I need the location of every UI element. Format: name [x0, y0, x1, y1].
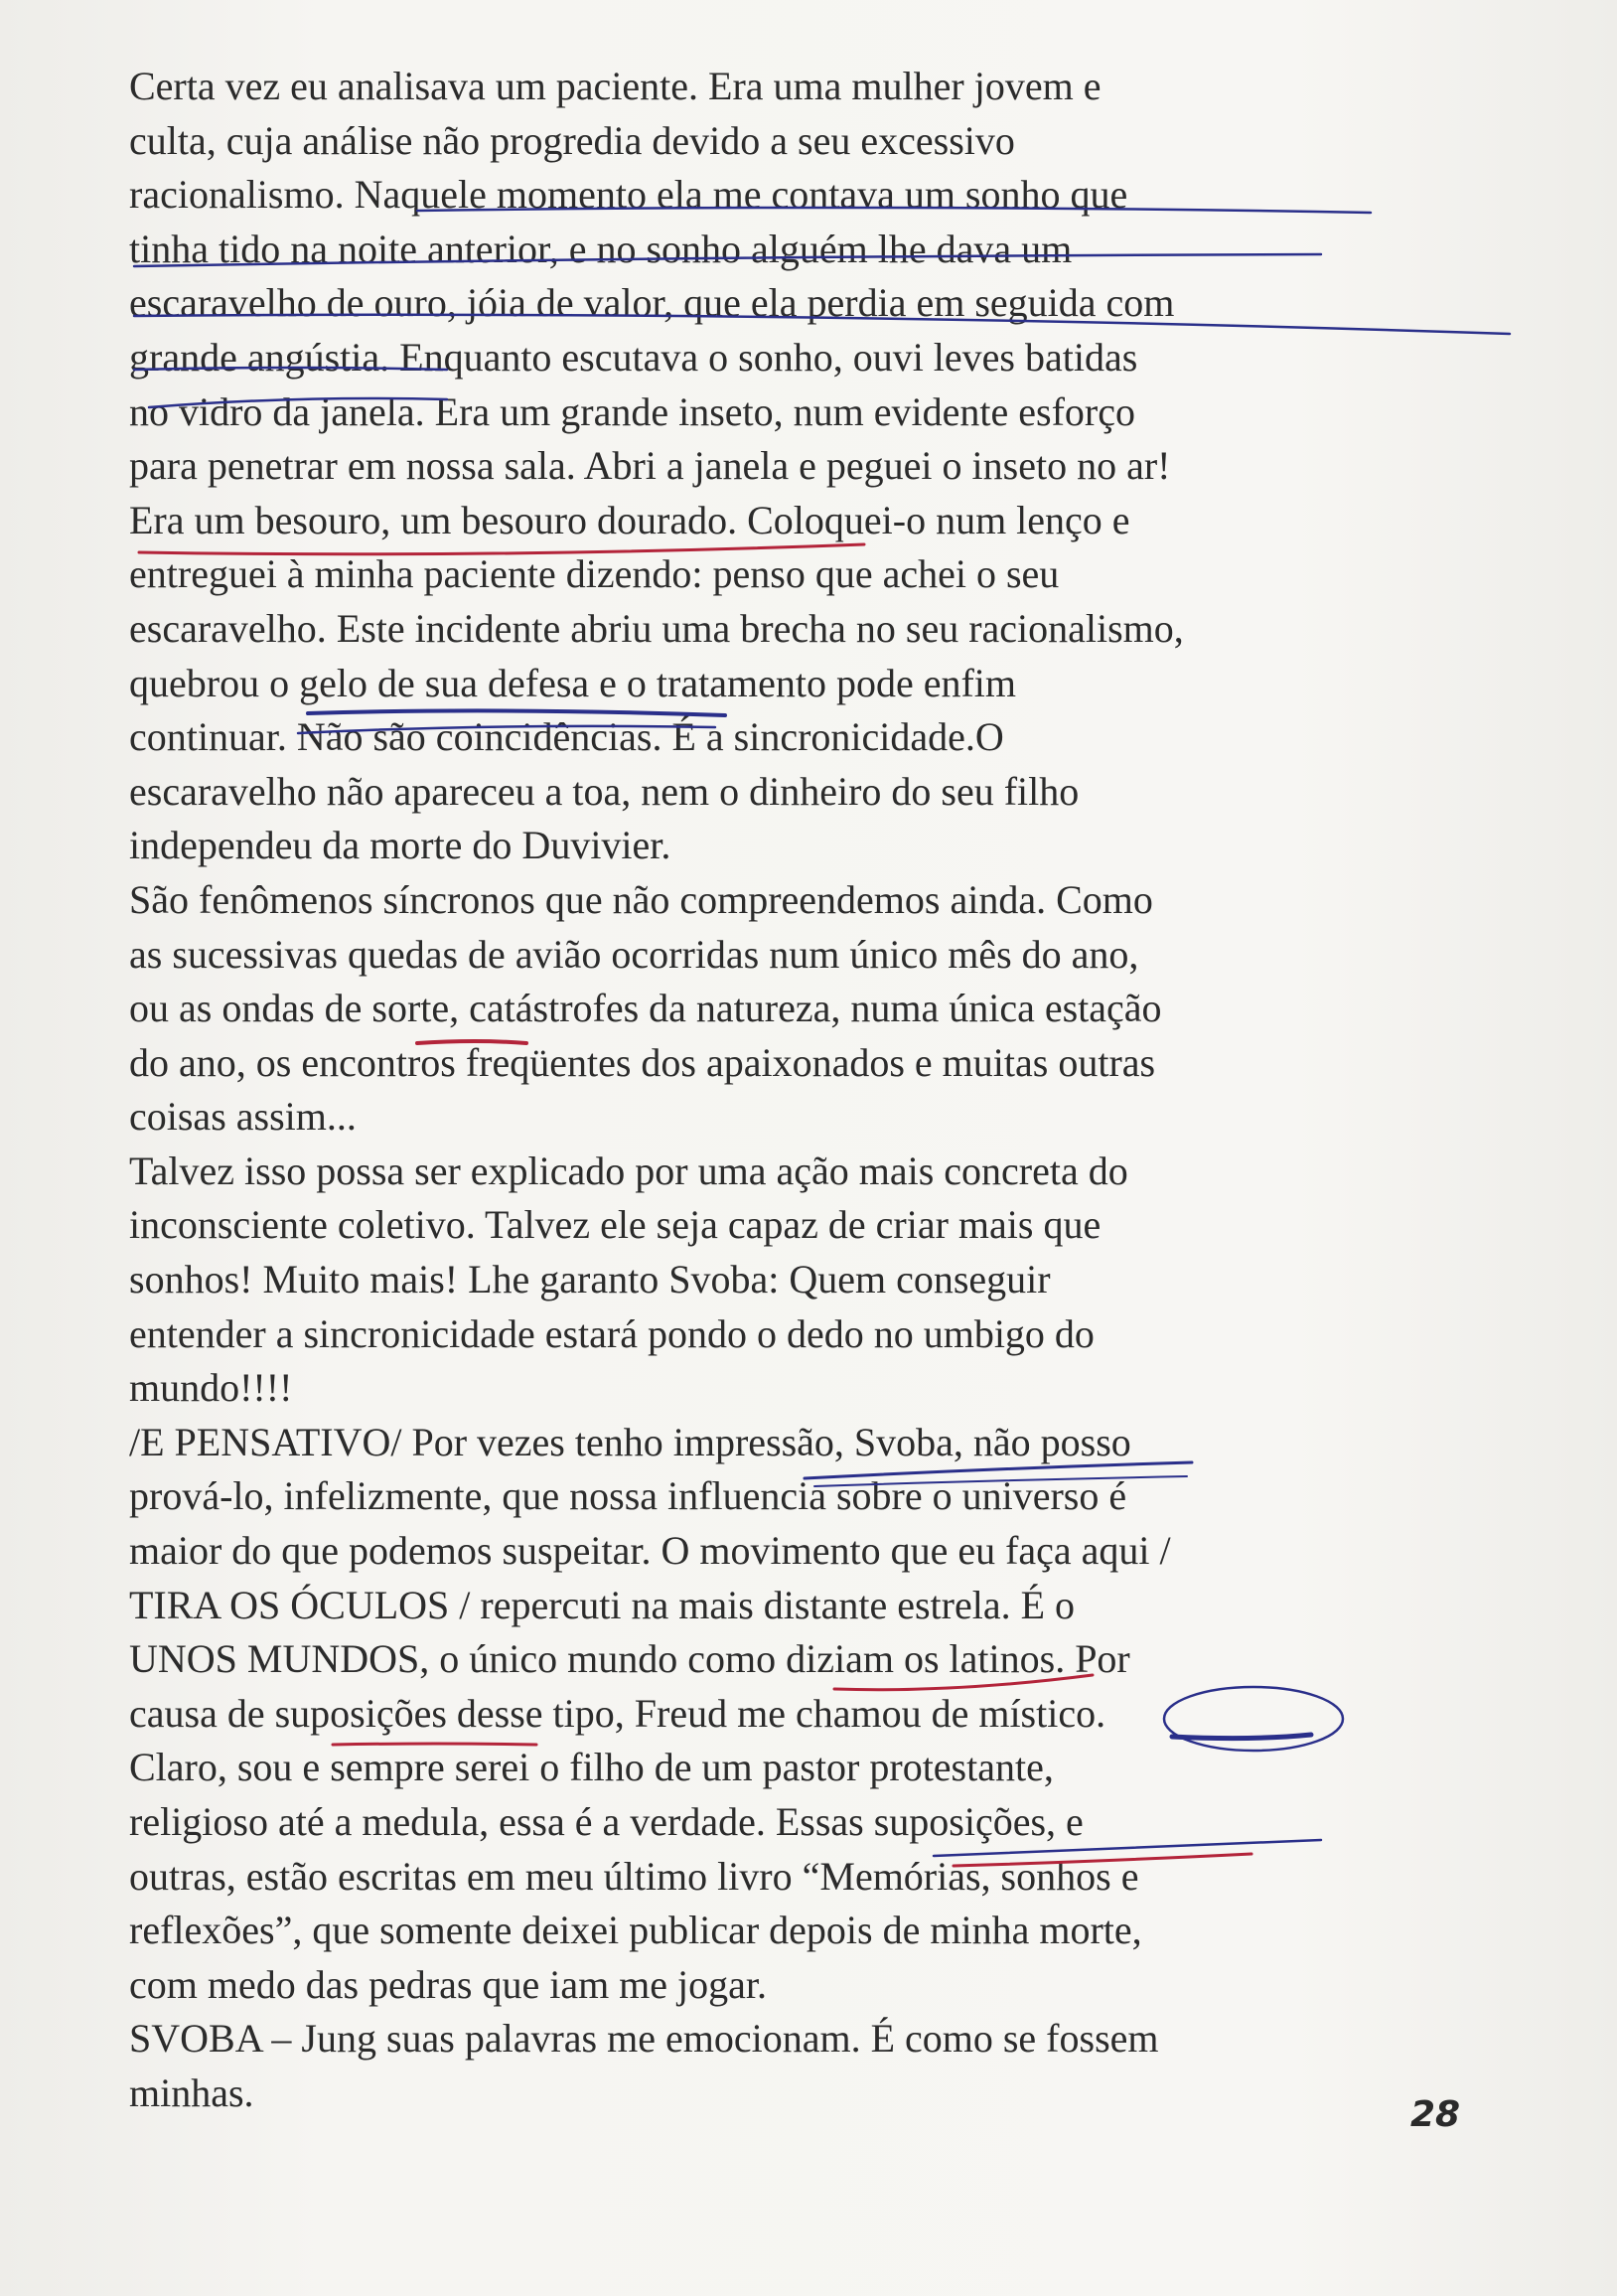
text-line: São fenômenos síncronos que não compreendemos ainda. Como — [129, 876, 1153, 922]
text-line: Certa vez eu analisava um paciente. Era uma mulher jovem e — [129, 64, 1102, 108]
text-line: Talvez isso possa ser explicado por uma ação mais concreta do — [129, 1148, 1128, 1193]
text-line: com medo das pedras que iam me jogar. — [129, 1961, 768, 2007]
text-line: para penetrar em nossa sala. Abri a janela e peguei o inseto no ar! — [129, 443, 1171, 489]
text-line: racionalismo. Naquele momento ela me contava um sonho que — [129, 172, 1128, 218]
text-line: grande angústia. Enquanto escutava o sonho, ouvi leves batidas — [129, 334, 1138, 380]
page-number: 28 — [1410, 2094, 1461, 2135]
text-line: as sucessivas quedas de avião ocorridas num único mês do ano, — [129, 931, 1139, 977]
text-line: Era um besouro, um besouro dourado. Coloquei-o num lenço e — [129, 497, 1130, 542]
text-line: causa de suposições desse tipo, Freud me chamou de místico. — [129, 1690, 1106, 1736]
text-line: ou as ondas de sorte, catástrofes da natureza, numa única estação — [129, 986, 1162, 1031]
text-line: UNOS MUNDOS, o único mundo como diziam os latinos. Por — [129, 1636, 1130, 1682]
text-line: independeu da morte do Duvivier. — [129, 823, 671, 868]
text-line: /E PENSATIVO/ Por vezes tenho impressão, Svoba, não posso — [129, 1419, 1131, 1464]
text-line: quebrou o gelo de sua defesa e o tratamento pode enfim — [129, 660, 1017, 705]
text-line: escaravelho. Este incidente abriu uma brecha no seu racionalismo, — [129, 605, 1184, 651]
text-line: outras, estão escritas em meu último livro “Memórias, sonhos e — [129, 1853, 1139, 1899]
text-line: sonhos! Muito mais! Lhe garanto Svoba: Quem conseguir — [129, 1257, 1051, 1302]
text-line: escaravelho de ouro, jóia de valor, que ela perdia em seguida com — [129, 280, 1175, 326]
text-line: reflexões”, que somente deixei publicar depois de minha morte, — [129, 1908, 1142, 1953]
text-line: TIRA OS ÓCULOS / repercuti na mais distante estrela. É o — [129, 1582, 1076, 1627]
text-line: SVOBA – Jung suas palavras me emocionam. É como se fossem — [129, 2016, 1159, 2062]
text-line: continuar. Não são coincidências. É a sincronicidade.O — [129, 714, 1004, 760]
text-line: prová-lo, infelizmente, que nossa influencia sobre o universo é — [129, 1473, 1127, 1519]
text-line: entender a sincronicidade estará pondo o dedo no umbigo do — [129, 1310, 1095, 1356]
text-line: maior do que podemos suspeitar. O movimento que eu faça aqui / — [129, 1528, 1171, 1574]
text-line: Claro, sou e sempre serei o filho de um pastor protestante, — [129, 1745, 1054, 1790]
text-line: inconsciente coletivo. Talvez ele seja capaz de criar mais que — [129, 1202, 1102, 1248]
text-line: minhas. — [129, 2069, 254, 2115]
text-line: tinha tido na noite anterior, e no sonho alguém lhe dava um — [129, 226, 1073, 271]
text-line: escaravelho não apareceu a toa, nem o dinheiro do seu filho — [129, 768, 1080, 814]
text-line: no vidro da janela. Era um grande inseto, num evidente esforço — [129, 388, 1135, 434]
text-line: coisas assim... — [129, 1094, 357, 1140]
text-line: mundo!!!! — [129, 1365, 293, 1411]
text-line: religioso até a medula, essa é a verdade. Essas suposições, e — [129, 1799, 1084, 1844]
text-line: do ano, os encontros freqüentes dos apaixonados e muitas outras — [129, 1039, 1156, 1085]
text-line: entreguei à minha paciente dizendo: penso que achei o seu — [129, 551, 1060, 597]
text-line: culta, cuja análise não progredia devido a seu excessivo — [129, 117, 1015, 163]
body-text — [129, 60, 1450, 2121]
